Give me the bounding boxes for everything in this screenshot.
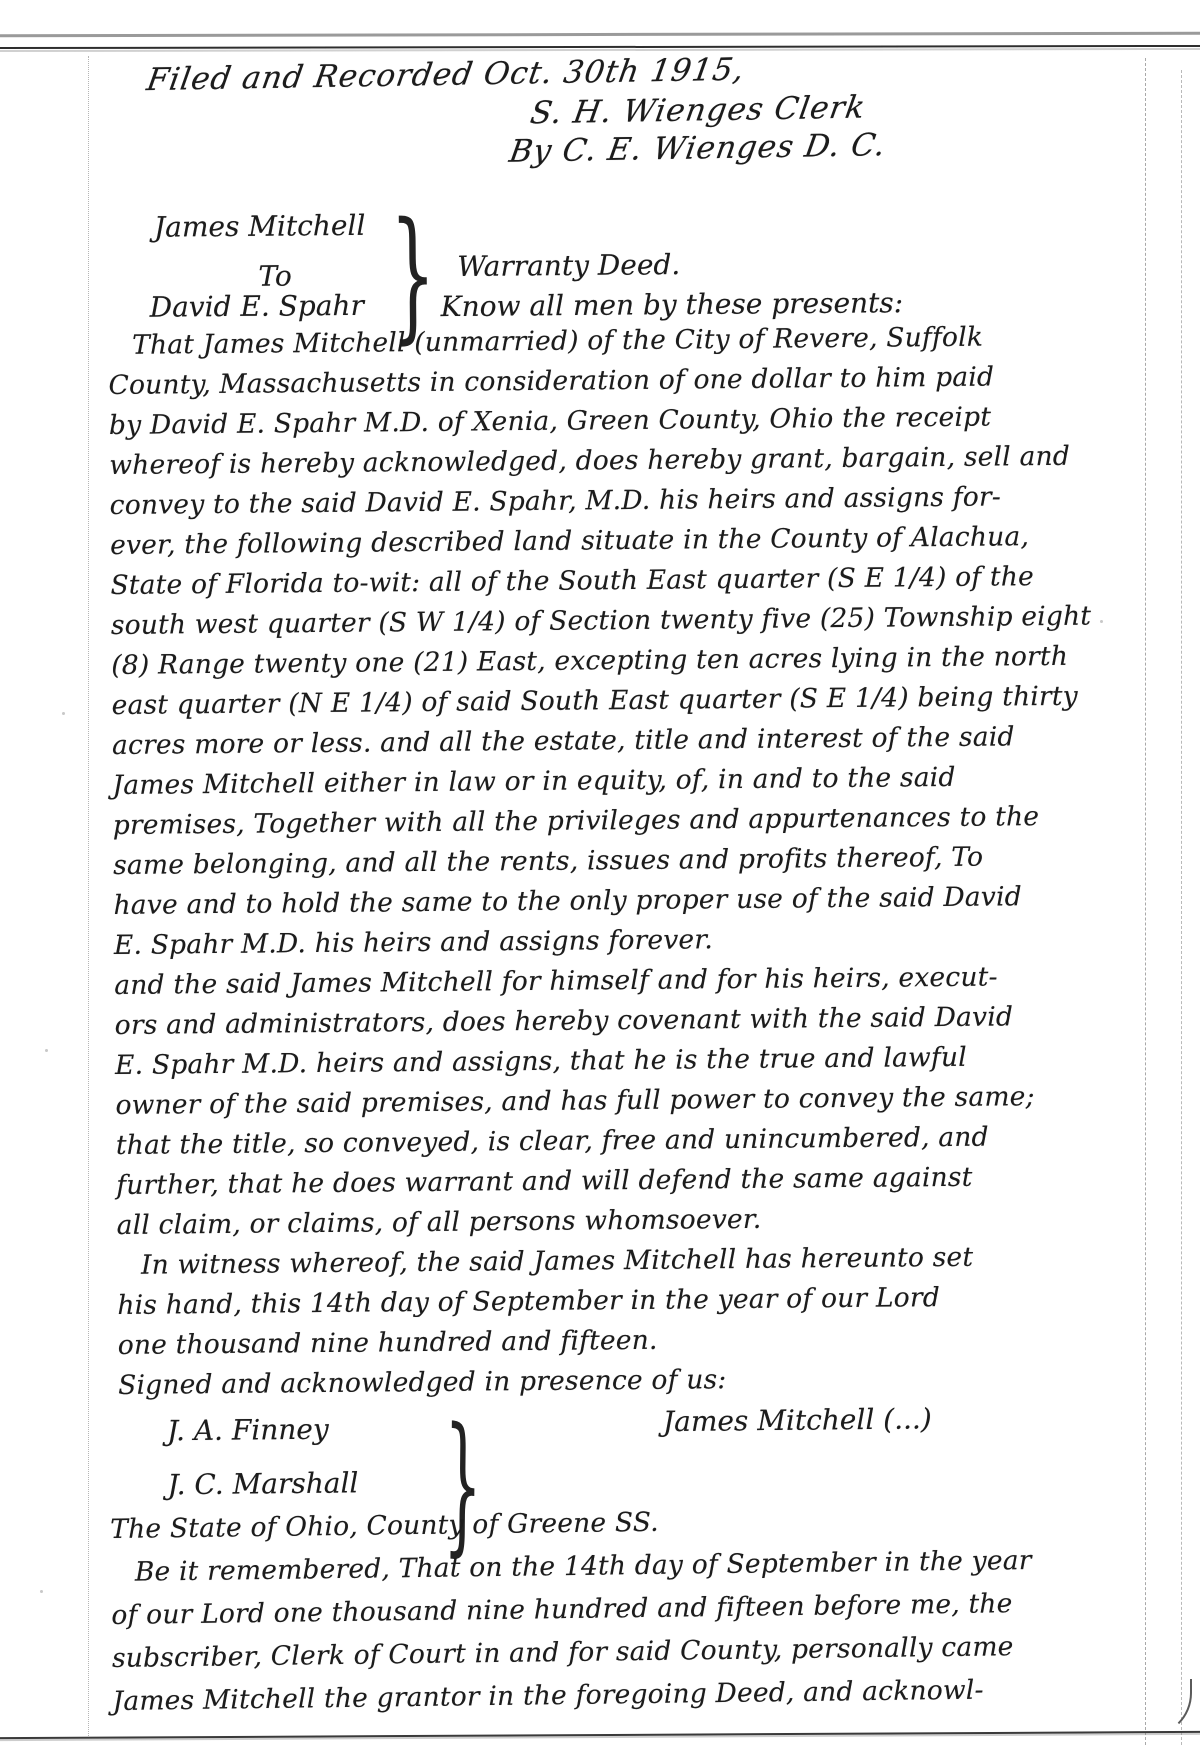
deed-body-line: E. Spahr M.D. his heirs and assigns forever. [113,924,714,961]
to-label: To [258,259,292,293]
deed-body-line: State of Florida to-wit: all of the South East quarter (S E 1/4) of the [110,561,1035,601]
deed-body-line: (8) Range twenty one (21) East, excepting ten acres lying in the north [111,640,1069,681]
clerk-signature: S. H. Wienges Clerk [527,89,869,132]
deed-body-line: east quarter (N E 1/4) of said South East quarter (S E 1/4) being thirty [111,680,1079,721]
deed-body-line: whereof is hereby acknowledged, does hereby grant, bargain, sell and [109,440,1071,481]
deed-body-line: owner of the said premises, and has full power to convey the same; [115,1081,1035,1121]
top-rule-gray [0,32,1200,38]
deed-body-line: James Mitchell either in law or in equity, of, in and to the said [112,761,956,801]
deed-body-line: that the title, so conveyed, is clear, free and unincumbered, and [115,1121,989,1161]
deed-body-line: In witness whereof, the said James Mitchell has hereunto set [140,1241,974,1281]
brace-mark: } [442,1395,483,1574]
notary-line: Be it remembered, That on the 14th day of September in the year [134,1544,1032,1588]
page-corner-curve [1144,1679,1192,1737]
deed-body-line: further, that he does warrant and will defend the same against [116,1161,973,1201]
witness-signature-2: J. C. Marshall [167,1466,359,1502]
deed-body-line: have and to hold the same to the only proper use of the said David [113,881,1022,921]
right-margin-line-inner [1145,58,1146,1745]
witness-signature-1: J. A. Finney [166,1412,329,1448]
notary-line: of our Lord one thousand nine hundred and fifteen before me, the [111,1588,1013,1631]
brace-mark: } [389,192,437,358]
deed-body-line: ever, the following described land situate in the County of Alachua, [109,521,1030,561]
left-margin-line [88,56,89,1736]
scan-speck [1100,620,1103,623]
deed-body [108,317,1092,1406]
deed-body-line: Signed and acknowledged in presence of us: [118,1364,727,1401]
deed-body-line: County, Massachusetts in consideration of one dollar to him paid [108,361,995,401]
scan-speck [62,712,65,715]
scan-speck [45,1049,48,1052]
grantee-name: David E. Spahr [149,288,365,324]
deed-body-line: premises, Together with all the privileges and appurtenances to the [112,801,1040,841]
notary-line: James Mitchell the grantor in the foregoing Deed, and acknowl- [112,1674,984,1717]
deputy-clerk-signature: By C. E. Wienges D. C. [506,127,889,170]
grantor-name: James Mitchell [153,208,366,244]
deed-body-line: same belonging, and all the rents, issues and profits thereof, To [113,841,984,881]
deed-body-line: That James Mitchell (unmarried) of the City of Revere, Suffolk [132,321,984,361]
deed-body-line: E. Spahr M.D. heirs and assigns, that he is the true and lawful [114,1041,968,1081]
right-margin-line-outer [1181,70,1182,1745]
deed-body-line: his hand, this 14th day of September in the year of our Lord [117,1282,941,1321]
deed-body-line: all claim, or claims, of all persons whomsoever. [116,1203,762,1241]
scan-speck [40,1590,43,1593]
notary-acknowledgment [110,1496,1063,1723]
notary-line: subscriber, Clerk of Court in and for said County, personally came [111,1631,1014,1674]
notary-line: The State of Ohio, County of Greene SS. [110,1506,659,1545]
deed-body-line: one thousand nine hundred and fifteen. [117,1324,658,1361]
deed-body-line: ors and administrators, does hereby covenant with the said David [114,1001,1014,1041]
bottom-rule [0,1731,1200,1739]
deed-body-line: by David E. Spahr M.D. of Xenia, Green County, Ohio the receipt [108,401,992,441]
grantor-signature: James Mitchell (...) [662,1402,932,1439]
deed-body-line: convey to the said David E. Spahr, M.D. his heirs and assigns for- [109,481,1002,521]
deed-body-line: and the said James Mitchell for himself and for his heirs, execut- [114,961,998,1001]
filing-date-line: Filed and Recorded Oct. 30th 1915, [144,51,748,99]
opening-clause: Know all men by these presents: [440,286,904,324]
deed-body-line: south west quarter (S W 1/4) of Section twenty five (25) Township eight [110,600,1092,641]
top-rule-dark [0,45,1200,49]
deed-body-line: acres more or less. and all the estate, title and interest of the said [111,721,1015,761]
instrument-title: Warranty Deed. [457,248,681,284]
